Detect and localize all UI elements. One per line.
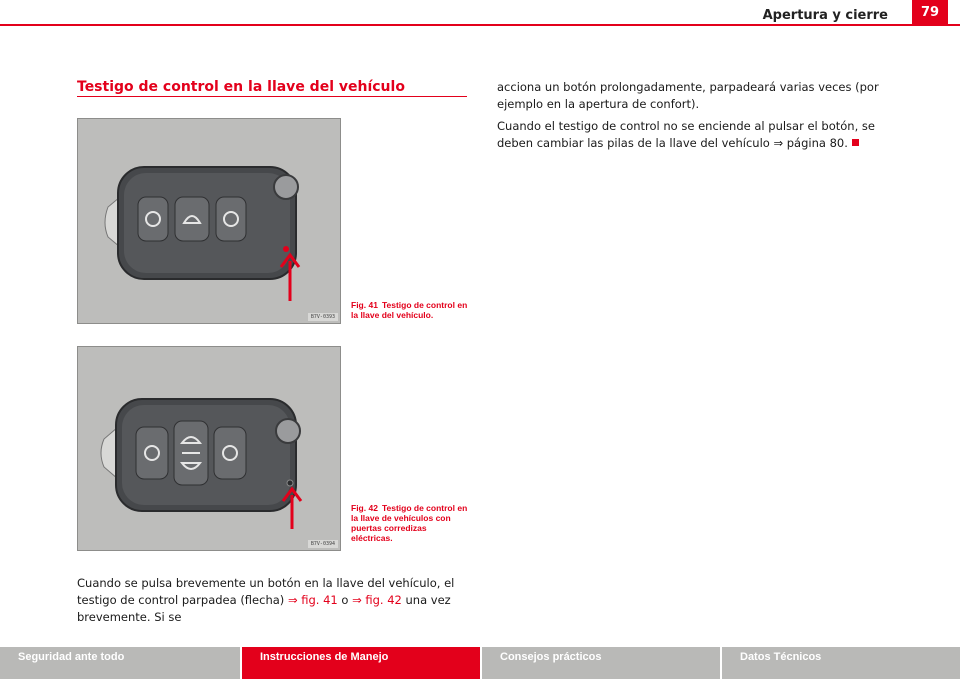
header-title: Apertura y cierre: [762, 8, 888, 23]
footer-nav: [0, 647, 960, 679]
figure-caption: [351, 503, 469, 543]
body-text: Cuando se pulsa brevemente un botón en la llave del vehículo, el testigo de control parpadea (flecha): [77, 576, 455, 607]
section-title: Testigo de control en la llave del vehículo: [77, 79, 405, 95]
page-link[interactable]: ⇒ página 80.: [773, 136, 848, 150]
footer-tab-seguridad[interactable]: Seguridad ante todo: [0, 647, 240, 679]
caption-number: Fig. 42: [351, 503, 378, 513]
figure-key-42: [77, 346, 341, 551]
figure-caption: [351, 300, 469, 320]
body-text: una vez brevemente. Si se: [77, 593, 451, 624]
body-paragraph: acciona un botón prolongadamente, parpadeará varias veces (por ejemplo en la apertura de confort).: [497, 80, 879, 111]
figure-link[interactable]: ⇒ fig. 42: [352, 593, 402, 607]
indicator-led: [283, 246, 289, 252]
figure-code: B7V-0394: [308, 540, 338, 548]
page-number: 79: [912, 0, 948, 26]
footer-tab-consejos[interactable]: Consejos prácticos: [480, 647, 720, 679]
indicator-led: [287, 480, 293, 486]
body-text: o: [337, 593, 353, 607]
body-paragraph: [77, 575, 472, 626]
body-paragraph: [497, 118, 897, 152]
car-key-illustration: [78, 347, 341, 551]
car-key-illustration: [78, 119, 341, 324]
footer-tab-datos[interactable]: Datos Técnicos: [720, 647, 960, 679]
figure-key-41: [77, 118, 341, 324]
caption-number: Fig. 41: [351, 300, 378, 310]
figure-link[interactable]: ⇒ fig. 41: [287, 593, 338, 607]
figure-code: B7V-0393: [308, 313, 338, 321]
section-rule: [77, 96, 467, 97]
caption-text: Testigo de control en la llave de vehículos con puertas corredizas eléctricas.: [351, 503, 468, 543]
footer-tab-instrucciones[interactable]: Instrucciones de Manejo: [240, 647, 480, 679]
caption-text: Testigo de control en la llave del vehículo.: [351, 300, 468, 320]
header-rule: [0, 24, 960, 26]
body-text: Cuando el testigo de control no se enciende al pulsar el botón, se deben cambiar las pilas de la llave del vehículo: [497, 119, 875, 150]
end-marker-icon: [852, 139, 859, 146]
